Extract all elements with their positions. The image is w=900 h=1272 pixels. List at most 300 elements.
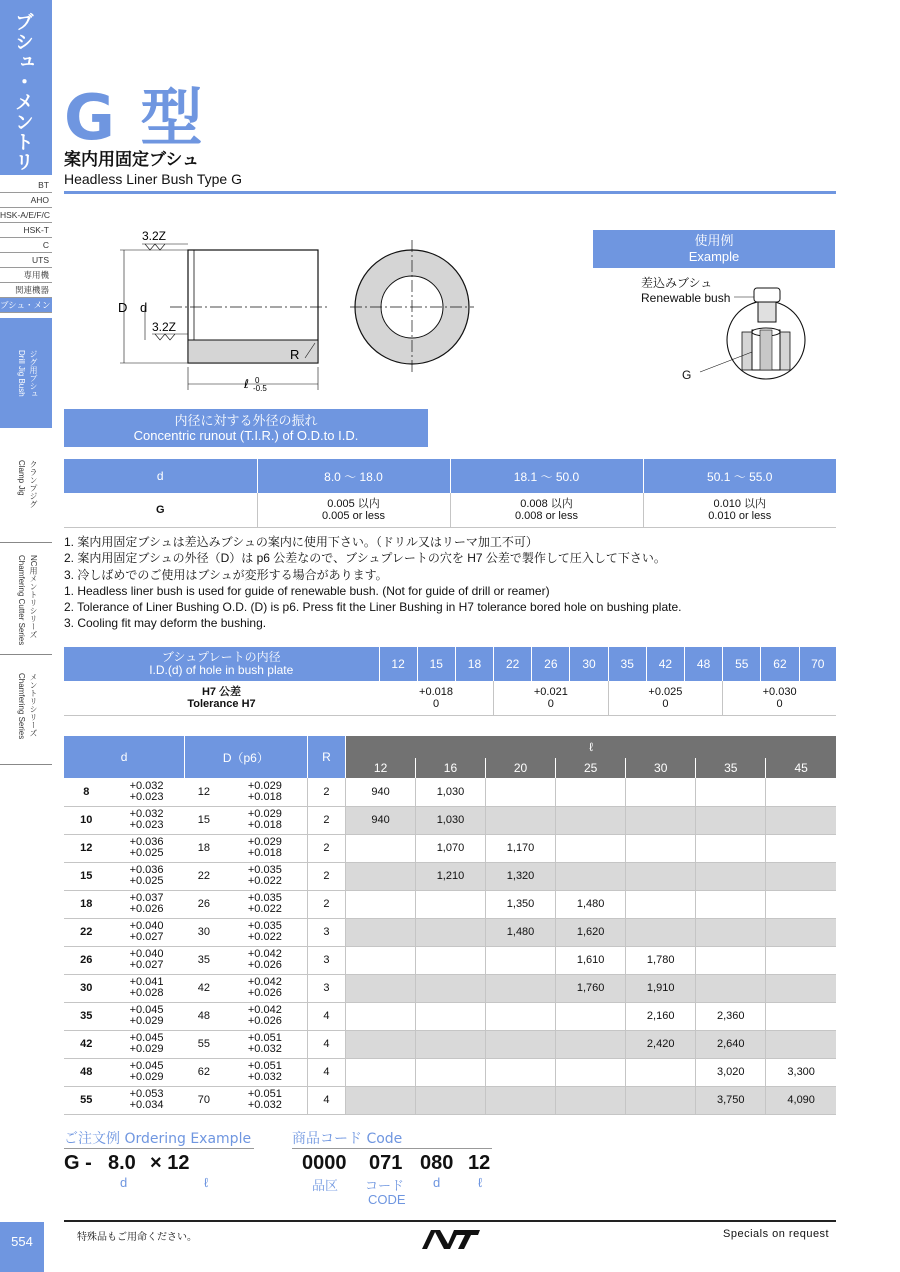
price-cell: 2,420 — [626, 1030, 696, 1058]
tolerance-value: +0.029 — [247, 836, 282, 848]
ordering-rule — [64, 1148, 254, 1149]
price-cell: 1,760 — [556, 974, 626, 1002]
row-D-value: 22 — [185, 862, 224, 890]
price-cell — [626, 890, 696, 918]
tolerance-value: +0.025 — [129, 875, 164, 887]
code-part-kubun: 0000 — [302, 1152, 347, 1174]
code-part-code: 071 — [369, 1152, 403, 1174]
plate-hole-table — [64, 647, 836, 716]
row-d-value: 22 — [64, 918, 109, 946]
length-header: 25 — [556, 758, 626, 778]
length-header: 45 — [766, 758, 836, 778]
row-d-tolerance — [109, 918, 185, 946]
price-cell — [626, 862, 696, 890]
price-cell — [696, 946, 766, 974]
plate-size: 18 — [455, 647, 493, 681]
row-D-value: 12 — [185, 778, 224, 806]
tolerance-value: +0.042 — [247, 1004, 282, 1016]
price-row — [64, 918, 836, 946]
price-cell: 1,210 — [415, 862, 485, 890]
price-cell: 1,480 — [486, 918, 556, 946]
row-d-tolerance — [109, 778, 185, 806]
runout-col-range: 50.1 ～ 55.0 — [643, 459, 836, 493]
sidebar-category-bt[interactable]: BT — [0, 178, 52, 193]
note-line: 2. 案内用固定ブシュの外径（D）は p6 公差なので、ブシュプレートの穴を H7 公差で製作して圧入して下さい。 — [64, 551, 666, 566]
tolerance-value: +0.027 — [129, 959, 164, 971]
price-row — [64, 834, 836, 862]
plate-tolerance-row — [64, 681, 836, 715]
price-cell: 940 — [346, 778, 416, 806]
tolerance-value: +0.042 — [247, 976, 282, 988]
tolerance-value: +0.032 — [247, 1071, 282, 1083]
ordering-g: G - — [64, 1152, 92, 1174]
ordering-d-value: 8.0 — [108, 1152, 136, 1174]
row-d-tolerance — [109, 1058, 185, 1086]
runout-row-label: G — [64, 493, 257, 527]
price-cell — [556, 1030, 626, 1058]
price-cell: 1,320 — [486, 862, 556, 890]
tolerance-value: +0.026 — [129, 903, 164, 915]
price-cell — [626, 834, 696, 862]
plate-header — [64, 647, 379, 681]
note-line: 1. 案内用固定ブシュは差込みブシュの案内に使用下さい。（ドリル又はリーマ加工不可） — [64, 535, 538, 549]
price-cell — [556, 834, 626, 862]
price-cell: 4,090 — [766, 1086, 836, 1114]
plate-size: 35 — [608, 647, 646, 681]
row-d-value: 18 — [64, 890, 109, 918]
price-cell — [346, 834, 416, 862]
plate-size: 26 — [532, 647, 570, 681]
ordering-l-value: × 12 — [150, 1152, 190, 1174]
price-cell: 1,170 — [486, 834, 556, 862]
renewable-bush-label-jp: 差込みブシュ — [641, 276, 713, 290]
row-d-value: 26 — [64, 946, 109, 974]
price-cell — [346, 890, 416, 918]
price-cell — [556, 1086, 626, 1114]
renewable-head — [754, 288, 780, 302]
tolerance-value: +0.022 — [247, 903, 282, 915]
tolerance-value: +0.026 — [247, 1015, 282, 1027]
page-title: G 型 — [64, 81, 205, 154]
plate-header-jp: ブシュプレートの内径 — [161, 650, 281, 664]
price-cell: 1,350 — [486, 890, 556, 918]
price-cell — [626, 778, 696, 806]
price-cell — [556, 862, 626, 890]
code-sub-code-jp: コード — [365, 1178, 405, 1193]
tolerance-value: +0.018 — [247, 790, 282, 803]
sidebar-section-jp: クランプジグ — [29, 460, 38, 508]
tolerance-lower: 0 — [432, 697, 440, 710]
surface-symbol-inner-2 — [165, 334, 175, 340]
price-cell — [486, 1086, 556, 1114]
price-cell — [556, 1058, 626, 1086]
sidebar-category-aho[interactable]: AHO — [0, 193, 52, 208]
runout-value-en: 0.010 or less — [708, 509, 772, 522]
row-d-value: 42 — [64, 1030, 109, 1058]
row-D-value: 62 — [185, 1058, 224, 1086]
tolerance-value: +0.027 — [129, 931, 164, 943]
price-cell — [415, 1002, 485, 1030]
price-cell: 3,750 — [696, 1086, 766, 1114]
plate-size: 22 — [494, 647, 532, 681]
example-illustration — [690, 280, 810, 385]
sidebar — [0, 0, 68, 1272]
example-header — [593, 230, 835, 268]
sidebar-section-title: ブシュ・メントリ — [12, 12, 34, 172]
surface-label-top: 3.2Z — [142, 229, 167, 243]
sidebar-section-jp: ジグ用ブシュ — [29, 350, 38, 398]
price-cell — [486, 1058, 556, 1086]
sidebar-category-c[interactable]: C — [0, 238, 52, 253]
tolerance-lower: 0 — [662, 697, 669, 710]
note-line: 1. Headless liner bush is used for guide of renewable bush. (Not for guide of drill or reamer) — [64, 583, 550, 598]
runout-value-jp: 0.008 以内 — [520, 497, 573, 510]
sidebar-section-en: Chamfering Cutter Series — [17, 555, 26, 646]
tolerance-value: +0.029 — [247, 779, 282, 792]
tolerance-value: +0.029 — [247, 808, 282, 820]
tolerance-upper: +0.030 — [762, 685, 797, 698]
sidebar-category-hsk-a[interactable]: HSK-A/E/F/C — [0, 208, 52, 223]
bush-drawing — [100, 220, 500, 405]
row-d-tolerance — [109, 1030, 185, 1058]
length-header: 12 — [346, 758, 416, 778]
row-D-value: 18 — [185, 834, 224, 862]
price-cell: 2,160 — [626, 1002, 696, 1030]
code-part-d: 080 — [420, 1152, 454, 1174]
plate-header-en: I.D.(d) of hole in bush plate — [149, 663, 294, 677]
sidebar-section-jp: メントリシリーズ — [29, 673, 38, 737]
runout-col-range: 18.1 ～ 50.0 — [450, 459, 643, 493]
price-cell — [415, 946, 485, 974]
sidebar-section-tab[interactable] — [0, 0, 52, 175]
price-cell — [486, 778, 556, 806]
tolerance-value: +0.028 — [129, 987, 164, 999]
price-cell — [766, 1002, 836, 1030]
runout-col-d: d — [64, 459, 257, 493]
row-D-value: 48 — [185, 1002, 224, 1030]
row-R-value: 2 — [307, 890, 346, 918]
tolerance-value: +0.032 — [247, 1099, 282, 1111]
price-cell — [766, 862, 836, 890]
sidebar-section-drill-jig[interactable] — [0, 318, 52, 428]
price-row — [64, 974, 836, 1002]
plate-size: 42 — [646, 647, 684, 681]
tolerance-value: +0.022 — [247, 931, 282, 943]
plate-tolerance-group — [494, 681, 609, 715]
runout-value-en: 0.005 or less — [322, 509, 385, 522]
tolerance-value: +0.037 — [129, 892, 164, 904]
price-col-length: ℓ — [346, 736, 836, 758]
price-cell: 1,480 — [556, 890, 626, 918]
row-d-tolerance — [109, 974, 185, 1002]
tolerance-lower: 0 — [547, 697, 554, 710]
price-cell — [415, 890, 485, 918]
row-R-value: 2 — [307, 778, 346, 806]
runout-value-jp: 0.005 以内 — [327, 497, 380, 510]
tolerance-value: +0.040 — [129, 948, 164, 960]
price-cell — [346, 1002, 416, 1030]
price-cell — [556, 778, 626, 806]
example-title-en: Example — [688, 249, 740, 264]
price-cell: 3,020 — [696, 1058, 766, 1086]
price-row — [64, 1002, 836, 1030]
row-d-tolerance — [109, 946, 185, 974]
price-cell — [766, 1030, 836, 1058]
price-cell — [696, 778, 766, 806]
row-R-value: 3 — [307, 946, 346, 974]
sidebar-section-en: Chamfering Series — [17, 673, 26, 740]
row-R-value: 2 — [307, 862, 346, 890]
row-D-tolerance — [223, 834, 307, 862]
row-d-tolerance — [109, 1002, 185, 1030]
plate-size: 70 — [799, 647, 836, 681]
page-subtitle-jp: 案内用固定ブシュ — [64, 150, 199, 170]
price-cell: 1,620 — [556, 918, 626, 946]
tolerance-value: +0.051 — [247, 1088, 282, 1100]
price-cell — [346, 1086, 416, 1114]
plate-tolerance-group — [608, 681, 723, 715]
length-header: 20 — [486, 758, 556, 778]
price-cell — [696, 890, 766, 918]
runout-cell — [450, 493, 643, 527]
row-d-value: 10 — [64, 806, 109, 834]
plate-tolerance-group — [723, 681, 836, 715]
tolerance-value: +0.023 — [129, 819, 164, 831]
tolerance-value: +0.045 — [129, 1060, 164, 1072]
tolerance-value: +0.042 — [247, 948, 282, 960]
tolerance-value: +0.029 — [129, 1043, 164, 1055]
tolerance-value: +0.018 — [247, 819, 282, 831]
code-header: 商品コード Code — [292, 1131, 403, 1147]
price-cell — [556, 1002, 626, 1030]
runout-col-range: 8.0 ～ 18.0 — [257, 459, 450, 493]
footer-note-jp: 特殊品もご用命ください。 — [77, 1232, 197, 1243]
row-d-tolerance — [109, 834, 185, 862]
tolerance-value: +0.053 — [129, 1088, 164, 1100]
tolerance-value: +0.045 — [129, 1032, 164, 1044]
sidebar-category-bush[interactable]: ブシュ・メントリ — [0, 298, 52, 313]
dim-label-R: R — [290, 347, 300, 362]
price-cell — [696, 806, 766, 834]
code-sub-code-en: CODE — [368, 1192, 406, 1207]
row-d-value: 30 — [64, 974, 109, 1002]
usage-notes — [64, 534, 681, 632]
tolerance-value: +0.029 — [129, 1071, 164, 1083]
price-col-d: d — [64, 736, 185, 778]
price-cell — [415, 1086, 485, 1114]
code-sub-kubun: 品区 — [312, 1178, 339, 1193]
tolerance-value: +0.051 — [247, 1032, 282, 1044]
tolerance-upper: +0.025 — [648, 685, 683, 698]
runout-value-jp: 0.010 以内 — [713, 497, 767, 510]
row-D-value: 26 — [185, 890, 224, 918]
row-d-value: 12 — [64, 834, 109, 862]
ordering-sub-d: d — [120, 1175, 128, 1190]
sidebar-section-chamfer[interactable] — [0, 655, 52, 765]
length-header: 16 — [415, 758, 485, 778]
runout-title-en: Concentric runout (T.I.R.) of O.D.to I.D. — [133, 428, 359, 443]
row-d-value: 55 — [64, 1086, 109, 1114]
surface-label-inner: 3.2Z — [152, 320, 177, 334]
example-title-jp: 使用例 — [694, 233, 734, 248]
sidebar-category-related[interactable]: 関連機器 — [0, 283, 52, 298]
sidebar-category-uts[interactable]: UTS — [0, 253, 52, 268]
note-line: 3. Cooling fit may deform the bushing. — [64, 616, 267, 631]
row-d-value: 8 — [64, 778, 109, 806]
price-cell — [766, 974, 836, 1002]
row-D-tolerance — [223, 778, 307, 806]
plate-size: 62 — [761, 647, 799, 681]
note-line: 3. 冷しばめでのご使用はブシュが変形する場合があります。 — [64, 567, 388, 582]
page-number: 554 — [0, 1222, 44, 1272]
row-D-tolerance — [223, 890, 307, 918]
runout-header — [64, 409, 428, 447]
row-D-value: 70 — [185, 1086, 224, 1114]
plate-tolerance-group — [379, 681, 494, 715]
length-header: 30 — [626, 758, 696, 778]
row-d-value: 35 — [64, 1002, 109, 1030]
price-row — [64, 946, 836, 974]
tolerance-lower: 0 — [776, 697, 783, 710]
price-cell — [346, 1058, 416, 1086]
tolerance-value: +0.029 — [129, 1015, 164, 1027]
tolerance-value: +0.032 — [129, 779, 164, 792]
price-cell — [626, 1086, 696, 1114]
price-cell — [346, 1030, 416, 1058]
code-part-l: 12 — [468, 1152, 491, 1174]
tolerance-value: +0.041 — [129, 976, 164, 988]
row-d-tolerance — [109, 1086, 185, 1114]
price-row — [64, 806, 836, 834]
plate-size: 12 — [379, 647, 417, 681]
price-cell: 2,360 — [696, 1002, 766, 1030]
surface-symbol-top — [145, 244, 155, 250]
runout-cell — [643, 493, 836, 527]
price-cell — [766, 890, 836, 918]
price-cell — [415, 918, 485, 946]
row-D-tolerance — [223, 946, 307, 974]
tolerance-value: +0.035 — [247, 920, 282, 932]
price-cell — [696, 834, 766, 862]
note-line: 2. Tolerance of Liner Bushing O.D. (D) is p6. Press fit the Liner Bushing in H7 tolerance bored hole on bushing plate. — [64, 600, 682, 615]
row-D-tolerance — [223, 806, 307, 834]
length-header: 35 — [696, 758, 766, 778]
row-R-value: 3 — [307, 918, 346, 946]
tolerance-value: +0.026 — [247, 987, 282, 999]
sidebar-category-special[interactable]: 専用機 — [0, 268, 52, 283]
plate-size: 55 — [723, 647, 761, 681]
tolerance-value: +0.034 — [129, 1099, 164, 1111]
price-cell: 1,610 — [556, 946, 626, 974]
price-cell — [346, 918, 416, 946]
row-R-value: 4 — [307, 1002, 346, 1030]
price-cell — [346, 946, 416, 974]
tolerance-value: +0.023 — [129, 790, 164, 803]
surface-symbol-inner — [155, 334, 165, 340]
price-cell — [346, 862, 416, 890]
row-D-tolerance — [223, 1058, 307, 1086]
row-d-tolerance — [109, 890, 185, 918]
plate-size: 15 — [417, 647, 455, 681]
dim-label-d: d — [140, 300, 148, 315]
sidebar-section-en: Clamp Jig — [17, 460, 26, 496]
tolerance-value: +0.026 — [247, 959, 282, 971]
price-cell — [486, 946, 556, 974]
footer-note-en: Specials on request — [723, 1228, 830, 1240]
price-cell: 3,300 — [766, 1058, 836, 1086]
sidebar-section-clamp-jig[interactable] — [0, 428, 52, 543]
price-cell: 1,030 — [415, 778, 485, 806]
sidebar-section-jp: NC用メントリシリーズ — [29, 555, 38, 639]
price-col-D: D（p6） — [185, 736, 308, 778]
plate-header-row — [64, 647, 836, 681]
plate-tolerance-jp: H7 公差 — [201, 685, 242, 698]
tolerance-value: +0.025 — [129, 847, 164, 859]
price-row — [64, 1058, 836, 1086]
row-R-value: 4 — [307, 1086, 346, 1114]
price-cell: 2,640 — [696, 1030, 766, 1058]
row-D-value: 55 — [185, 1030, 224, 1058]
tolerance-value: +0.018 — [247, 847, 282, 859]
tolerance-upper: +0.021 — [533, 685, 568, 698]
footer-divider — [64, 1220, 836, 1222]
row-D-tolerance — [223, 974, 307, 1002]
nt-logo-icon — [422, 1228, 480, 1250]
row-D-value: 42 — [185, 974, 224, 1002]
price-row — [64, 890, 836, 918]
tolerance-value: +0.051 — [247, 1060, 282, 1072]
g-bush-label: G — [682, 368, 692, 382]
price-row — [64, 778, 836, 806]
row-D-tolerance — [223, 1086, 307, 1114]
tolerance-value: +0.045 — [129, 1004, 164, 1016]
price-cell: 940 — [346, 806, 416, 834]
row-R-value: 3 — [307, 974, 346, 1002]
price-header-row — [64, 736, 836, 758]
tolerance-value: +0.022 — [247, 875, 282, 887]
price-cell — [486, 974, 556, 1002]
sidebar-section-nc-chamfer[interactable] — [0, 543, 52, 655]
price-cell — [696, 974, 766, 1002]
price-cell — [766, 834, 836, 862]
price-cell: 1,910 — [626, 974, 696, 1002]
price-cell — [415, 974, 485, 1002]
price-cell — [486, 1002, 556, 1030]
row-R-value: 4 — [307, 1058, 346, 1086]
plate-tolerance-label — [64, 681, 379, 715]
price-cell — [415, 1030, 485, 1058]
tolerance-value: +0.036 — [129, 836, 164, 848]
runout-title-jp: 内径に対する外径の振れ — [174, 413, 318, 428]
price-cell: 1,030 — [415, 806, 485, 834]
price-cell — [486, 806, 556, 834]
sidebar-category-hsk-t[interactable]: HSK-T — [0, 223, 52, 238]
price-cell — [626, 1058, 696, 1086]
price-cell: 1,070 — [415, 834, 485, 862]
price-row — [64, 1030, 836, 1058]
runout-header-row — [64, 459, 836, 493]
row-D-tolerance — [223, 1030, 307, 1058]
row-D-value: 15 — [185, 806, 224, 834]
price-table — [64, 736, 836, 1115]
plate-size: 30 — [570, 647, 608, 681]
row-d-value: 15 — [64, 862, 109, 890]
runout-value-en: 0.008 or less — [515, 509, 578, 522]
dim-tol-upper: 0 — [255, 376, 260, 385]
price-cell — [766, 946, 836, 974]
row-D-tolerance — [223, 918, 307, 946]
price-cell: 1,780 — [626, 946, 696, 974]
